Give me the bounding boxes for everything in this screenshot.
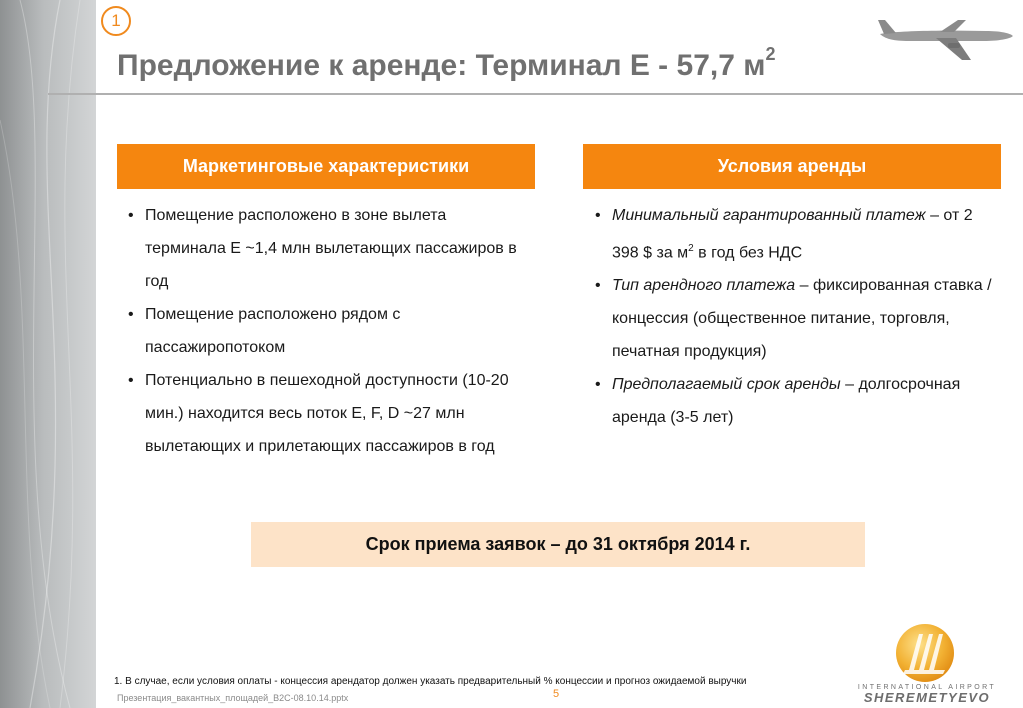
- page-title-superscript: 2: [765, 44, 776, 64]
- decorative-side-strip: [0, 0, 96, 708]
- condition-superscript: 2: [688, 243, 694, 254]
- list-item: • Помещение расположено рядом с пассажиропотоком: [124, 298, 524, 364]
- marketing-characteristics-list: [124, 199, 524, 463]
- list-item: • Потенциально в пешеходной доступности (10-20 мин.) находится весь поток E, F, D ~27 млн вылетающих и прилетающих пассажиров в год: [124, 364, 524, 463]
- rental-conditions-list: [591, 199, 1001, 434]
- application-deadline-banner: Срок приема заявок – до 31 октября 2014 г.: [251, 522, 865, 567]
- condition-text: – долгосрочная аренда (3-5 лет): [612, 376, 961, 427]
- condition-term: Тип арендного платежа: [612, 277, 796, 295]
- condition-term: Минимальный гарантированный платеж: [612, 207, 926, 224]
- footnote: 1. В случае, если условия оплаты - концессия арендатор должен указать предварительный % концессии и прогноз ожидаемой выручки: [114, 676, 747, 687]
- rental-conditions-header: Условия аренды: [583, 144, 1001, 189]
- page-title-text: Предложение к аренде: Терминал Е - 57,7 м: [117, 49, 766, 82]
- page-number: 5: [553, 688, 560, 700]
- title-divider: [48, 93, 1023, 95]
- condition-term: Предполагаемый срок аренды: [612, 376, 841, 394]
- slide-number-badge: 1: [101, 6, 131, 36]
- marketing-characteristics-header: Маркетинговые характеристики: [117, 144, 535, 189]
- condition-text: – от 2 398 $ за м: [612, 207, 973, 262]
- condition-text: – фиксированная ставка / концессия (общественное питание, торговля, печатная продукция): [612, 277, 992, 361]
- list-item: [591, 269, 1001, 368]
- list-item: [591, 368, 1001, 434]
- sheremetyevo-logo-icon: [893, 622, 957, 684]
- list-item: • Помещение расположено в зоне вылета терминала Е ~1,4 млн вылетающих пассажиров в год: [124, 199, 524, 298]
- airplane-icon: [876, 14, 1016, 62]
- page-title: [117, 44, 776, 83]
- file-name: Презентация_вакантных_площадей_B2C-08.10.14.pptx: [117, 693, 349, 703]
- logo-text-international-airport: INTERNATIONAL AIRPORT: [857, 684, 997, 691]
- logo-text-sheremetyevo: SHEREMETYEVO: [863, 690, 991, 705]
- condition-text: в год без НДС: [693, 244, 803, 262]
- list-item: [591, 199, 1001, 269]
